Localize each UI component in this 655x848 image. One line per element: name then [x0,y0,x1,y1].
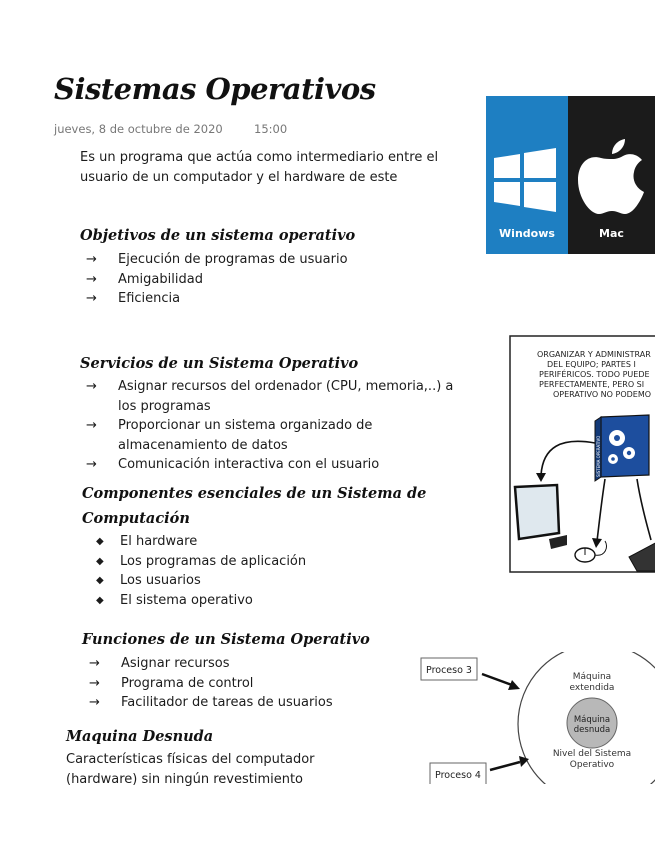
windows-tile [486,96,568,254]
arrow-icon: → [86,418,97,433]
list-item: → Proporcionar un sistema organizado de almacenamiento de datos [86,418,373,453]
book-icon [601,415,649,477]
bare-machine-text: Características físicas del computador (hardware) sin ningún revestimiento [66,752,315,786]
comic-line: DEL EQUIPO; PARTES I [547,360,636,369]
comic-line: OPERATIVO NO PODEMO [553,390,652,399]
comic-line: ORGANIZAR Y ADMINISTRAR [537,350,651,359]
components-list [80,532,460,610]
page-title: Sistemas Operativos [54,72,376,106]
process-3-label: Proceso 3 [426,665,472,676]
functions-list [83,654,443,713]
machine-layers-drawing [420,652,655,784]
bare-machine-heading: Maquina Desnuda [66,728,214,745]
process-4-label: Proceso 4 [435,770,481,781]
list-item: → Asignar recursos del ordenador (CPU, memoria,..) a los programas [86,379,454,414]
page-time: 15:00 [254,122,288,136]
os-level-label: Nivel del Sistema [552,749,632,759]
list-item: → Comunicación interactiva con el usuario [80,455,460,475]
list-item: → Ejecución de programas de usuario [80,250,460,270]
arrow-icon: → [86,291,97,306]
list-item: → Asignar recursos [83,654,443,674]
os-logos-image [486,96,655,254]
page-date: jueves, 8 de octubre de 2020 [54,122,223,136]
services-heading: Servicios de un Sistema Operativo [80,355,359,372]
components-heading: Componentes esenciales de un Sistema de [82,485,427,502]
arrow-icon: → [86,457,97,472]
arrow-icon: → [86,252,97,267]
bullet-icon: ◆ [96,555,104,567]
intro-paragraph: Es un programa que actúa como intermediario entre el usuario de un computador y el hardware de este [80,150,439,185]
bullet-icon: ◆ [96,594,104,606]
arrow-icon: → [89,695,100,710]
list-item: → Facilitador de tareas de usuarios [83,693,443,713]
comic-line: PERFECTAMENTE, PERO SI [539,380,645,389]
bullet-icon: ◆ [96,575,104,586]
components-heading-cont: Computación [82,510,190,527]
mac-label: Mac [599,227,624,240]
bare-machine-label-2: desnuda [573,725,611,735]
bare-machine-text-clip [66,750,356,786]
machine-layers-diagram [420,652,655,784]
os-level-label-2: Operativo [569,760,615,770]
comic-line: PERIFÉRICOS. TODO PUEDE [539,370,650,379]
list-item: → Amigabilidad [80,270,460,290]
list-item: ◆ El sistema operativo [80,591,460,611]
objectives-list [80,250,460,309]
list-item: → Programa de control [83,674,443,694]
mac-tile [568,96,655,254]
extended-machine-label: Máquina [572,672,612,682]
objectives-heading: Objetivos de un sistema operativo [80,227,356,244]
bullet-icon: ◆ [96,536,104,547]
bare-machine-label: Máquina [573,715,611,725]
arrow-icon: → [89,656,100,671]
functions-heading: Funciones de un Sistema Operativo [82,631,370,648]
list-item: ◆ El hardware [80,532,460,552]
arrow-icon: → [86,379,97,394]
book-label: SISTEMA OPERATIVO [596,435,601,477]
comic-drawing [509,335,655,573]
comic-image [509,335,655,573]
arrow-icon: → [86,271,97,287]
list-item: ◆ Los usuarios [80,571,460,591]
services-list [80,377,460,475]
list-item: → Eficiencia [80,289,460,309]
extended-machine-label-2: extendida [569,683,615,693]
list-item: ◆ Los programas de aplicación [80,552,460,572]
arrow-icon: → [89,675,100,691]
windows-label: Windows [499,227,555,240]
